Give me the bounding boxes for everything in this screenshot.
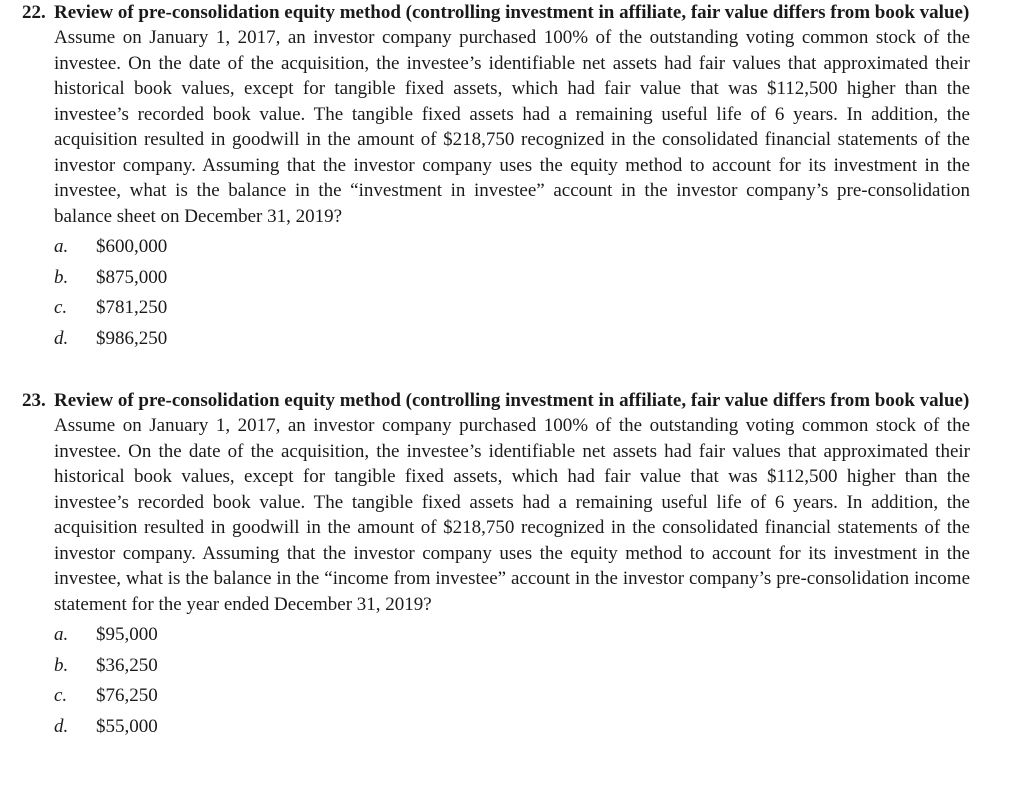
option-text: $95,000 [96, 624, 158, 645]
answer-option-b [54, 263, 970, 294]
option-text: $600,000 [96, 236, 168, 257]
option-letter: d. [54, 327, 69, 349]
option-text: $55,000 [96, 715, 158, 737]
answer-options [22, 620, 970, 742]
option-text: $781,250 [96, 297, 168, 318]
problem-heading [22, 388, 970, 413]
problem-22 [22, 0, 970, 354]
answer-option-c [54, 293, 970, 324]
option-text: $986,250 [96, 327, 168, 349]
answer-option-d [54, 324, 970, 355]
answer-option-c [54, 681, 970, 712]
option-text: $36,250 [96, 654, 158, 676]
problem-number: 22. [22, 2, 46, 23]
option-letter: a. [54, 624, 69, 645]
answer-option-d [54, 712, 970, 743]
problem-title: Review of pre-consolidation equity method (controlling investment in affiliate, fair value differs from book value) [54, 2, 970, 23]
problem-body: Assume on January 1, 2017, an investor company purchased 100% of the outstanding voting common stock of the investee. On the date of the acquisition, the investee’s identifiable net assets had fair values that approximated their historical book values, except for tangible fixed assets, which had fair value that was $112,500 higher than the investee’s recorded book value. The tangible fixed assets had a remaining useful life of 6 years. In addition, the acquisition resulted in goodwill in the amount of $218,750 recognized in the consolidated financial statements of the investor company. Assuming that the investor company uses the equity method to account for its investment in the investee, what is the balance in the “income from investee” account in the investor company’s pre-consolidation income statement for the year ended December 31, 2019? [54, 415, 970, 615]
problem-number: 23. [22, 390, 46, 411]
problem-23 [22, 388, 970, 742]
option-text: $76,250 [96, 685, 158, 706]
problem-body: Assume on January 1, 2017, an investor company purchased 100% of the outstanding voting common stock of the investee. On the date of the acquisition, the investee’s identifiable net assets had fair values that approximated their historical book values, except for tangible fixed assets, which had fair value that was $112,500 higher than the investee’s recorded book value. The tangible fixed assets had a remaining useful life of 6 years. In addition, the acquisition resulted in goodwill in the amount of $218,750 recognized in the consolidated financial statements of the investor company. Assuming that the investor company uses the equity method to account for its investment in the investee, what is the balance in the “investment in investee” account in the investor company’s pre-consolidation balance sheet on December 31, 2019? [54, 27, 970, 227]
answer-option-a [54, 620, 970, 651]
problem-title: Review of pre-consolidation equity method (controlling investment in affiliate, fair value differs from book value) [54, 390, 970, 411]
answer-options [22, 232, 970, 354]
option-letter: b. [54, 654, 69, 676]
option-letter: d. [54, 715, 69, 737]
option-letter: b. [54, 266, 69, 288]
option-letter: c. [54, 685, 68, 706]
answer-option-a [54, 232, 970, 263]
option-letter: a. [54, 236, 69, 257]
problem-heading [22, 0, 970, 25]
option-text: $875,000 [96, 266, 168, 288]
answer-option-b [54, 651, 970, 682]
option-letter: c. [54, 297, 68, 318]
